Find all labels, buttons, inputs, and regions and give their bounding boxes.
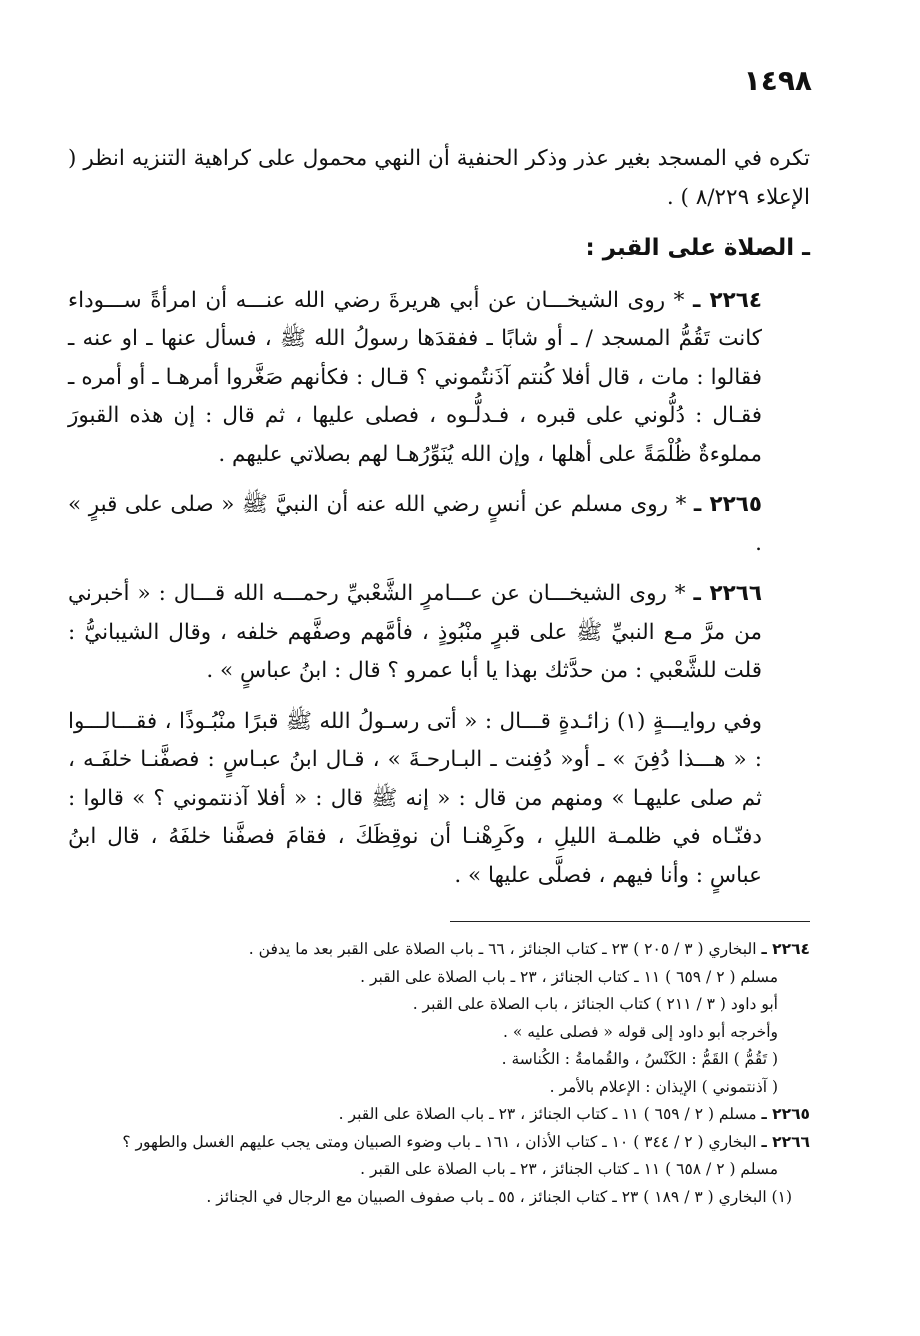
footnote-line: [60, 1156, 810, 1184]
footnote-text: مسلم ( ٢ / ٦٥٨ ) ١١ ـ كتاب الجنائز ، ٢٣ ـ باب الصلاة على القبر .: [360, 1160, 778, 1178]
footnote-text: البخاري ( ٣ / ٢٠٥ ) ٢٣ ـ كتاب الجنائز ، ٦٦ ـ باب الصلاة على القبر بعد ما يدفن .: [248, 940, 757, 958]
footnote-line: [60, 936, 810, 964]
page-number: ١٤٩٨: [743, 64, 812, 97]
footnote-line: [60, 1184, 810, 1212]
footnote-line: [60, 1101, 810, 1129]
hadith-text: * روى الشيخـــان عن عـــامرٍ الشَّعْبيِّ رحمـــه الله قـــال : « أخبرني من مرَّ مـع النبيِّ ﷺ على قبرٍ منْبُوذٍ ، فأمَّهم وصفَّهم خلفه ، وقال الشيبانيُّ : قلت للشَّعْبي : من حدَّثك بهذا يا أبا عمرو ؟ قال : ابنُ عباسٍ » .: [68, 581, 762, 683]
footnote-number: ٢٢٦٤ ـ: [761, 940, 810, 958]
hadith-2266: [68, 575, 810, 691]
section-heading: ـ الصلاة على القبر :: [585, 235, 810, 261]
footnote-text: مسلم ( ٢ / ٦٥٩ ) ١١ ـ كتاب الجنائز ، ٢٣ ـ باب الصلاة على القبر .: [360, 967, 778, 986]
footnote-line: [60, 1074, 810, 1102]
footnote-text: البخاري ( ٢ / ٣٤٤ ) ١٠ ـ كتاب الأذان ، ١٦١ ـ باب وضوء الصبيان ومتى يجب عليهم الغسل والطهور ؟: [122, 1132, 757, 1151]
hadith-2265: [68, 486, 810, 563]
intro-paragraph: تكره في المسجد بغير عذر وذكر الحنفية أن النهي محمول على كراهية التنزيه انظر ( الإعلاء ٨/٢٢٩ ) .: [68, 146, 810, 210]
hadith-number: ٢٢٦٥ ـ: [693, 492, 762, 517]
footnote-text: (١) البخاري ( ٣ / ١٨٩ ) ٢٣ ـ كتاب الجنائز ، ٥٥ ـ باب صفوف الصبيان مع الرجال في الجنائز .: [206, 1187, 792, 1206]
footnote-text: مسلم ( ٢ / ٦٥٩ ) ١١ ـ كتاب الجنائز ، ٢٣ ـ باب الصلاة على القبر .: [338, 1105, 757, 1123]
footnote-text: ( آذنتموني ) الإيذان : الإعلام بالأمر .: [549, 1077, 778, 1096]
hadith-text: * روى مسلم عن أنسٍ رضي الله عنه أن النبيَّ ﷺ « صلى على قبرٍ » .: [68, 492, 762, 556]
hadith-number: ٢٢٦٤ ـ: [692, 287, 762, 313]
footnote-line: [60, 1019, 810, 1047]
footnote-text: ( تَقُمُّ ) القَمُّ : الكَنْسُ ، والقُمامةُ : الكُناسة .: [501, 1050, 778, 1068]
footnote-text: وأخرجه أبو داود إلى قوله « فصلى عليه » .: [503, 1022, 778, 1041]
footnote-line: [60, 1046, 810, 1074]
hadith-text: * روى الشيخـــان عن أبي هريرةَ رضي الله عنـــه أن امرأةً ســـوداء كانت تَقُمُّ المسجد / ـ أو شابًا ـ ففقدَها رسولُ الله ﷺ ، فسأل عنها ـ او عنه ـ فقالوا : مات ، قال أفلا كُنتم آذَنتُموني ؟ قـال : فكأنهم صَغَّروا أمرهـا ـ أو أمره ـ فقـال : دُلُّوني على قبره ، فـدلُّـوه ، فصلى عليها ، ثم قال : إن هذه القبورَ مملوءةٌ ظُلْمَةً على أهلها ، وإن الله يُنَوِّرُهـا لهم بصلاتي عليهم .: [68, 287, 762, 467]
footnote-text: أبو داود ( ٣ / ٢١١ ) كتاب الجنائز ، باب الصلاة على القبر .: [412, 995, 778, 1013]
hadith-2264: [68, 282, 810, 475]
footnote-line: [60, 991, 810, 1019]
footnote-line: [60, 1129, 810, 1157]
footnote-divider: [450, 921, 810, 922]
hadith-number: ٢٢٦٦ ـ: [693, 581, 762, 606]
main-text: [68, 140, 810, 895]
riwaya-paragraph: وفي روايـــةٍ (١) زائـدةٍ قـــال : « أتى رسـولُ الله ﷺ قبرًا منْبُـوذًا ، فقـــالـــوا : « هـــذا دُفِنَ » ـ أو« دُفِنت ـ البـارحـةَ » ، قـال ابنُ عبـاسٍ : فصفَّنـا خلفَـه ، ثم صلى عليهـا » ومنهم من قال : « إنه ﷺ قال : « أفلا آذنتموني ؟ » قالوا : دفنّـاه في ظلمـة الليلِ ، وكَرِهْنـا أن نوقِظَكَ ، فقامَ فصفَّنا خلفَهُ ، قال ابنُ عباسٍ : وأنا فيهم ، فصلَّى عليها » .: [68, 708, 762, 888]
footnote-line: [60, 964, 810, 992]
footnote-number: ٢٢٦٥ ـ: [761, 1105, 810, 1123]
footnotes: [60, 936, 810, 1211]
footnote-number: ٢٢٦٦ ـ: [761, 1132, 810, 1151]
